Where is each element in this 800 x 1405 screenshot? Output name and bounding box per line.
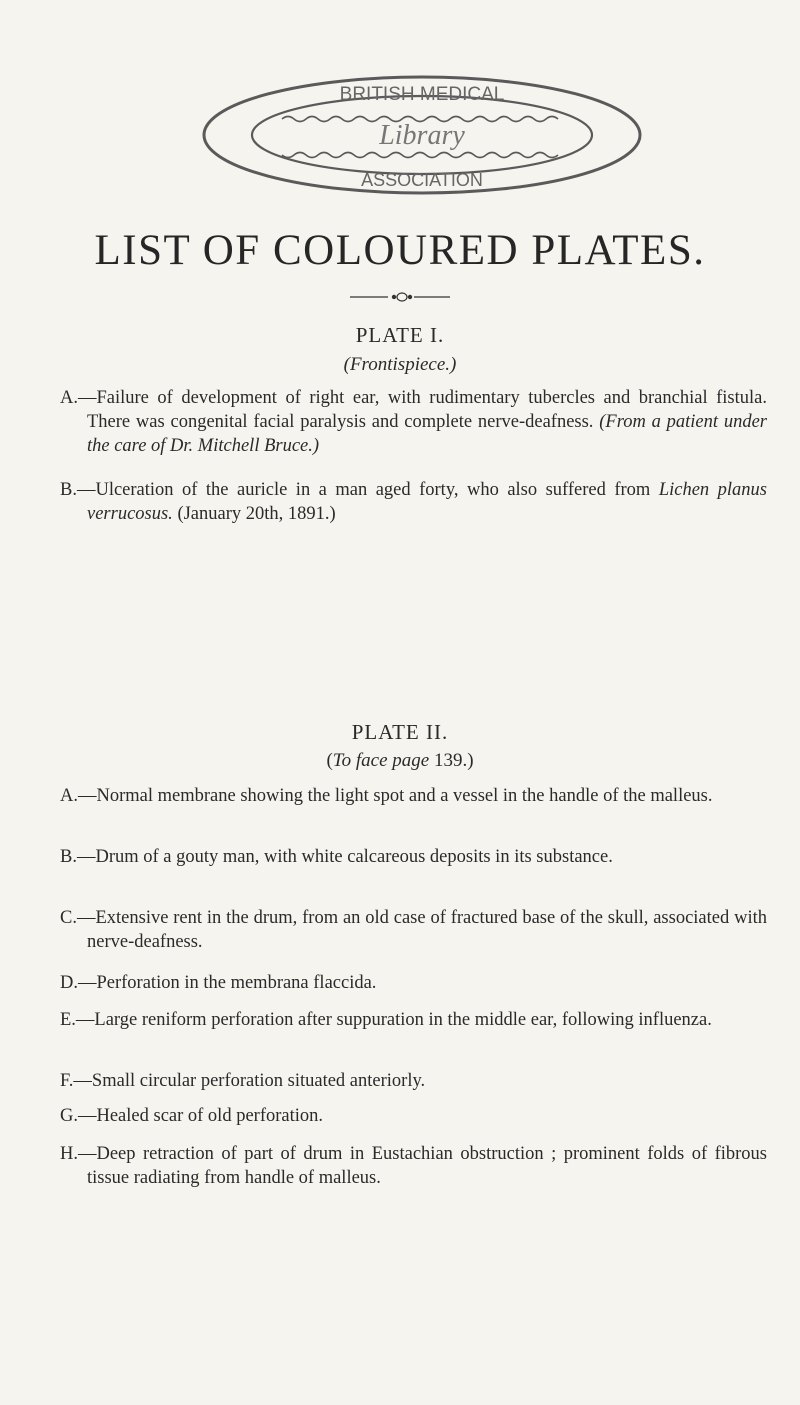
plate-2-subtitle: (To face page 139.) [326, 750, 474, 771]
plate-2-entry-f: F.—Small circular perforation situated anteriorly. [60, 1071, 426, 1091]
plate-1-entry-a: A.—Failure of development of right ear, with rudimentary tubercles and branchial fistula. There was congenital facial paralysis and complete nerve-deafness. (From a patient under the care of Dr. Mitchell Bruce.) [60, 388, 767, 456]
plate-2-entry-c: C.—Extensive rent in the drum, from an old case of fractured base of the skull, associated with nerve-deafness. [60, 908, 767, 952]
page-title: LIST OF COLOURED PLATES. [94, 227, 706, 274]
stamp-center-text: Library [379, 120, 465, 151]
ornament-divider-icon [350, 291, 450, 303]
plate-2-entry-e: E.—Large reniform perforation after suppuration in the middle ear, following influenza. [60, 1010, 712, 1030]
plate-1-title: PLATE I. [355, 323, 445, 347]
plate-2-entry-a: A.—Normal membrane showing the light spot and a vessel in the handle of the malleus. [60, 786, 713, 806]
plate-2-entry-b: B.—Drum of a gouty man, with white calcareous deposits in its substance. [60, 847, 613, 867]
plate-2-entry-h: H.—Deep retraction of part of drum in Eustachian obstruction ; prominent folds of fibrous tissue radiating from handle of malleus. [60, 1144, 767, 1188]
plate-2-entry-d: D.—Perforation in the membrana flaccida. [60, 973, 377, 993]
stamp-bottom-text: ASSOCIATION [361, 170, 483, 190]
plate-2-entry-g: G.—Healed scar of old perforation. [60, 1106, 324, 1126]
plate-1-subtitle: (Frontispiece.) [343, 354, 457, 375]
plate-2-title: PLATE II. [351, 720, 449, 744]
plate-1-entry-b: B.—Ulceration of the auricle in a man aged forty, who also suffered from Lichen planus verrucosus. (January 20th, 1891.) [60, 480, 767, 524]
stamp-top-text: BRITISH MEDICAL [339, 84, 505, 105]
library-stamp [187, 72, 657, 198]
